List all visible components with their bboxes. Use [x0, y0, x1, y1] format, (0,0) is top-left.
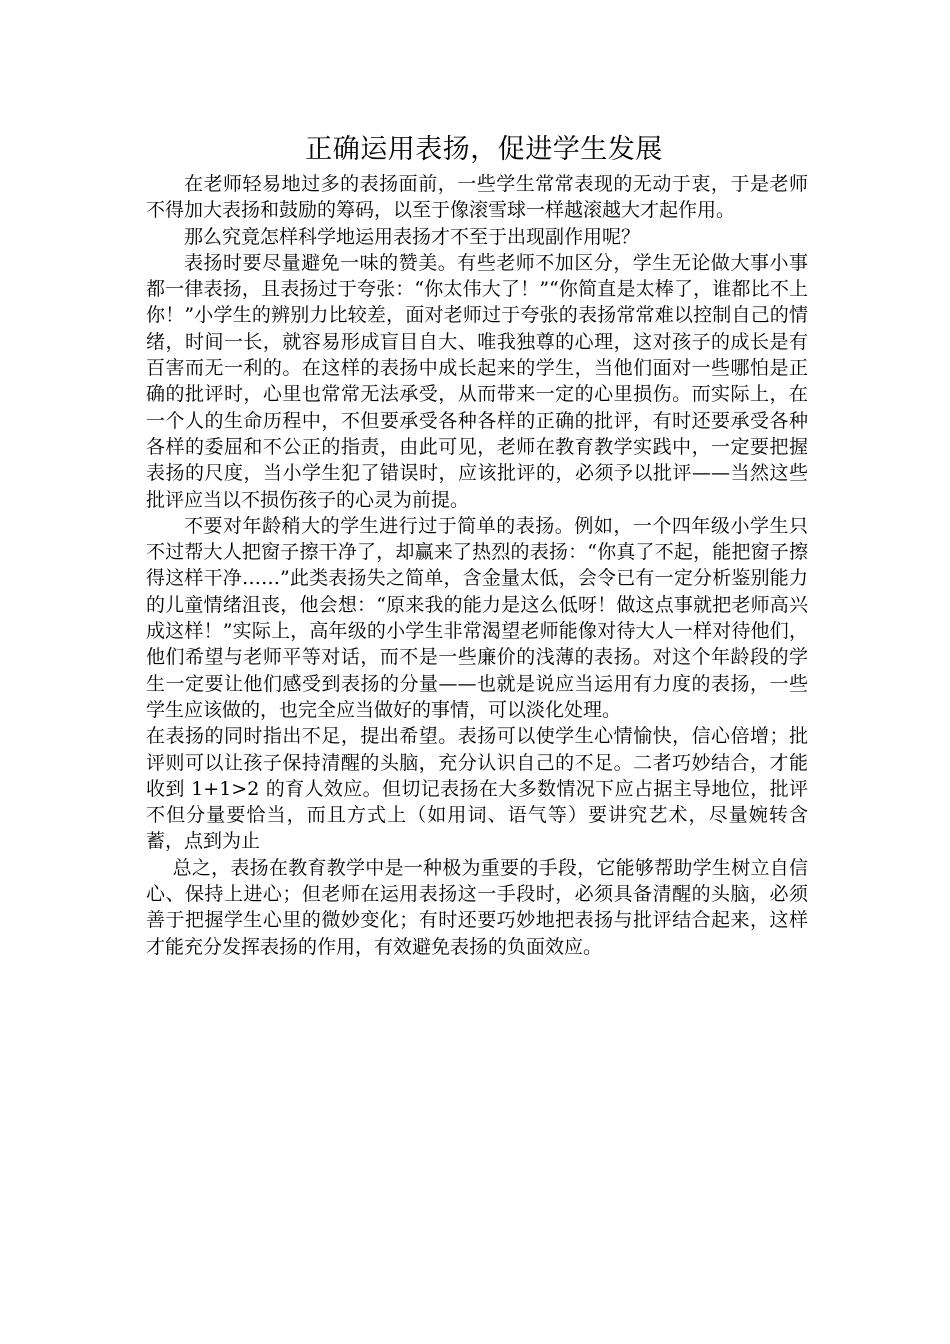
document-title: 正确运用表扬，促进学生发展: [305, 134, 663, 165]
paragraph-intro: 在老师轻易地过多的表扬面前，一些学生常常表现的无动于衷，于是老师不得加大表扬和鼓励的筹码，以至于像滚雪球一样越滚越大才起作用。: [146, 173, 808, 222]
paragraph-point-out-shortcomings: 在表扬的同时指出不足，提出希望。表扬可以使学生心情愉快，信心倍增；批评则可以让孩子保持清醒的头脑，充分认识自己的不足。二者巧妙结合，才能收到 1+1>2 的育人效应。但切记表扬在大多数情况下应占据主导地位，批评不但分量要恰当，而且方式上（如用词、语气等）要讲究艺术，尽量婉转含蓄，点到为止: [146, 725, 808, 853]
paragraph-conclusion: 总之，表扬在教育教学中是一种极为重要的手段，它能够帮助学生树立自信心、保持上进心；但老师在运用表扬这一手段时，必须具备清醒的头脑，必须善于把握学生心里的微妙变化；有时还要巧妙地把表扬与批评结合起来，这样才能充分发挥表扬的作用，有效避免表扬的负面效应。: [146, 856, 808, 958]
paragraph-question: 那么究竟怎样科学地运用表扬才不至于出现副作用呢？: [184, 225, 641, 248]
paragraph-avoid-praise: 表扬时要尽量避免一味的赞美。有些老师不加区分，学生无论做大事小事都一律表扬，且表扬过于夸张：“你太伟大了！”“你简直是太棒了，谁都比不上你！”小学生的辨别力比较差，面对老师过于夸张的表扬常常难以控制自己的情绪，时间一长，就容易形成盲目自大、唯我独尊的心理，这对孩子的成长是有百害而无一利的。在这样的表扬中成长起来的学生，当他们面对一些哪怕是正确的批评时，心里也常常无法承受，从而带来一定的心里损伤。而实际上，在一个人的生命历程中，不但要承受各种各样的正确的批评，有时还要承受各种各样的委屈和不公正的指责，由此可见，老师在教育教学实践中，一定要把握表扬的尺度，当小学生犯了错误时，应该批评的，必须予以批评——当然这些批评应当以不损伤孩子的心灵为前提。: [146, 251, 808, 511]
document-body: [146, 133, 808, 960]
paragraph-older-students: 不要对年龄稍大的学生进行过于简单的表扬。例如，一个四年级小学生只不过帮大人把窗子擦干净了，却赢来了热烈的表扬：“你真了不起，能把窗子擦得这样干净……”此类表扬失之简单，含金量太低，会令已有一定分析鉴别能力的儿童情绪沮丧，他会想：“原来我的能力是这么低呀！做这点事就把老师高兴成这样！”实际上，高年级的小学生非常渴望老师能像对待大人一样对待他们，他们希望与老师平等对话，而不是一些廉价的浅薄的表扬。对这个年龄段的学生一定要让他们感受到表扬的分量——也就是说应当运用有力度的表扬，一些学生应该做的，也完全应当做好的事情，可以淡化处理。: [146, 514, 808, 721]
